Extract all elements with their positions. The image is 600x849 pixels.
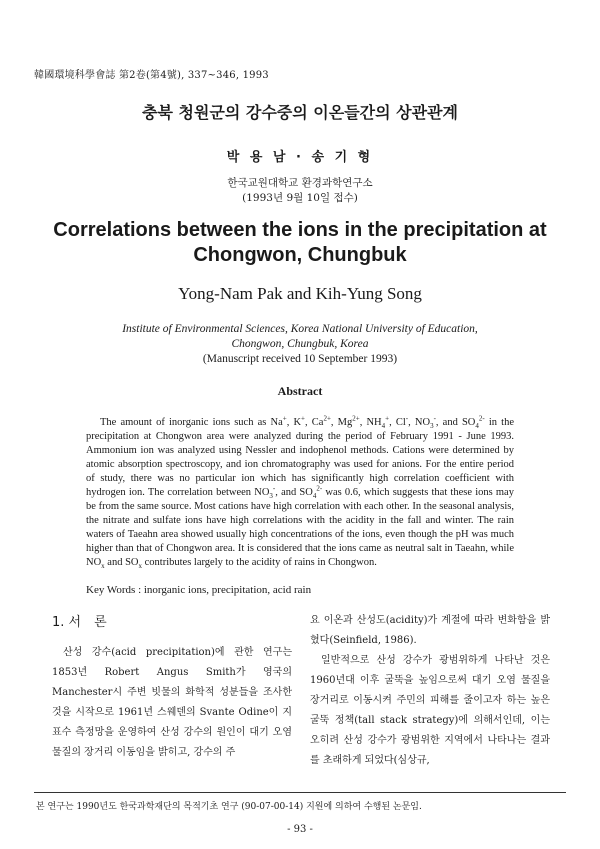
english-affiliation-line1: Institute of Environmental Sciences, Korea National University of Education, bbox=[122, 323, 478, 335]
english-title-line1: Correlations between the ions in the precipitation at bbox=[53, 219, 547, 241]
korean-authors: 박 용 남 · 송 기 형 bbox=[226, 150, 374, 165]
footnote-divider bbox=[34, 792, 566, 793]
english-affiliation-block bbox=[0, 322, 600, 367]
korean-affiliation-block bbox=[0, 176, 600, 206]
english-affiliation-line2: Chongwon, Chungbuk, Korea bbox=[231, 338, 369, 350]
section-heading-introduction: 1. 서 론 bbox=[52, 615, 107, 630]
intro-paragraph-2: 일반적으로 산성 강수가 광범위하게 나타난 것은 1960년대 이후 굴뚝을 높임으로써 대기 오염 물질을 장거리로 이동시켜 주민의 피해를 줄이고자 하는 높은 굴뚝 정책(tall stack strategy)에 의해서인데, 이는 오히려 산성 강수가 광범위한 지역에서 나타나는 결과를 초래하게 되었다(심상규, bbox=[310, 655, 550, 766]
intro-paragraph-1-continued: 요 이온과 산성도(acidity)가 계절에 따라 변화함을 밝혔다(Seinfield, 1986). bbox=[310, 615, 550, 646]
page-number: - 93 - bbox=[287, 824, 313, 835]
korean-title: 충북 청원군의 강수중의 이온들간의 상관관계 bbox=[142, 103, 458, 122]
korean-affiliation: 한국교원대학교 환경과학연구소 bbox=[227, 177, 373, 189]
keywords: Key Words : inorganic ions, precipitation, acid rain bbox=[86, 584, 312, 596]
english-received-date: (Manuscript received 10 September 1993) bbox=[202, 353, 398, 365]
body-column-right bbox=[310, 611, 550, 771]
journal-citation: 韓國環境科學會誌 第2卷(第4號), 337~346, 1993 bbox=[34, 70, 269, 81]
body-column-left bbox=[52, 611, 292, 763]
funding-footnote: 본 연구는 1990년도 한국과학재단의 목적기초 연구 (90-07-00-14) 지원에 의하여 수행된 논문임. bbox=[36, 802, 422, 812]
korean-received-date: (1993년 9월 10일 접수) bbox=[242, 192, 358, 204]
abstract-heading: Abstract bbox=[277, 384, 323, 398]
abstract-text: The amount of inorganic ions such as Na+, K+, $Ca^{2+}$, $Mg^{2+}$, $NH_4^+$, Cl-, $NO_3^-$, and $SO_4^{2-}$ in the precipitation at Chongwon area were analyzed during the period of February 1991 - June 1993. Ammonium ion was analyzed using Nessler and indophenol methods. Cations were determined by atomic absorption spectroscopy, and ion chromatography was used for anions. For the entire period of study, there was no particular ion which has significantly high correlation coefficient with hydrogen ion. The correlation between $NO_3^-$, and $SO_4^{2-}$ was 0.6, which suggests that these ions may be from the same source. Most cations have high correlation with each other. In the seasonal analysis, the nitrate and sulfate ions have high correlations with the acidity in the fall and winter. The rain waters of Taeahn area showed usually high concentrations of the ions, even though the pH was much higher than that of Chongwon area. It is considered that the ions came as neutral salt in Taeahn, while $NO_x$ and $SO_x$ contributes largely to the acidity of rains in Chongwon. bbox=[86, 414, 515, 571]
intro-paragraph-1: 산성 강수(acid precipitation)에 관한 연구는 1853년 Robert Angus Smith가 영국의 Manchester시 주변 빗물의 화학적 성분들을 조사한 것을 시작으로 1961년 스웨덴의 Svante Odine이 지표수 측정망을 운영하여 산성 강수의 원인이 대기 오염 물질의 장거리 이동임을 밝히고, 강수의 주 bbox=[52, 647, 292, 758]
english-authors: Yong-Nam Pak and Kih-Yung Song bbox=[178, 284, 422, 303]
english-title bbox=[0, 218, 600, 268]
english-title-line2: Chongwon, Chungbuk bbox=[193, 244, 407, 266]
